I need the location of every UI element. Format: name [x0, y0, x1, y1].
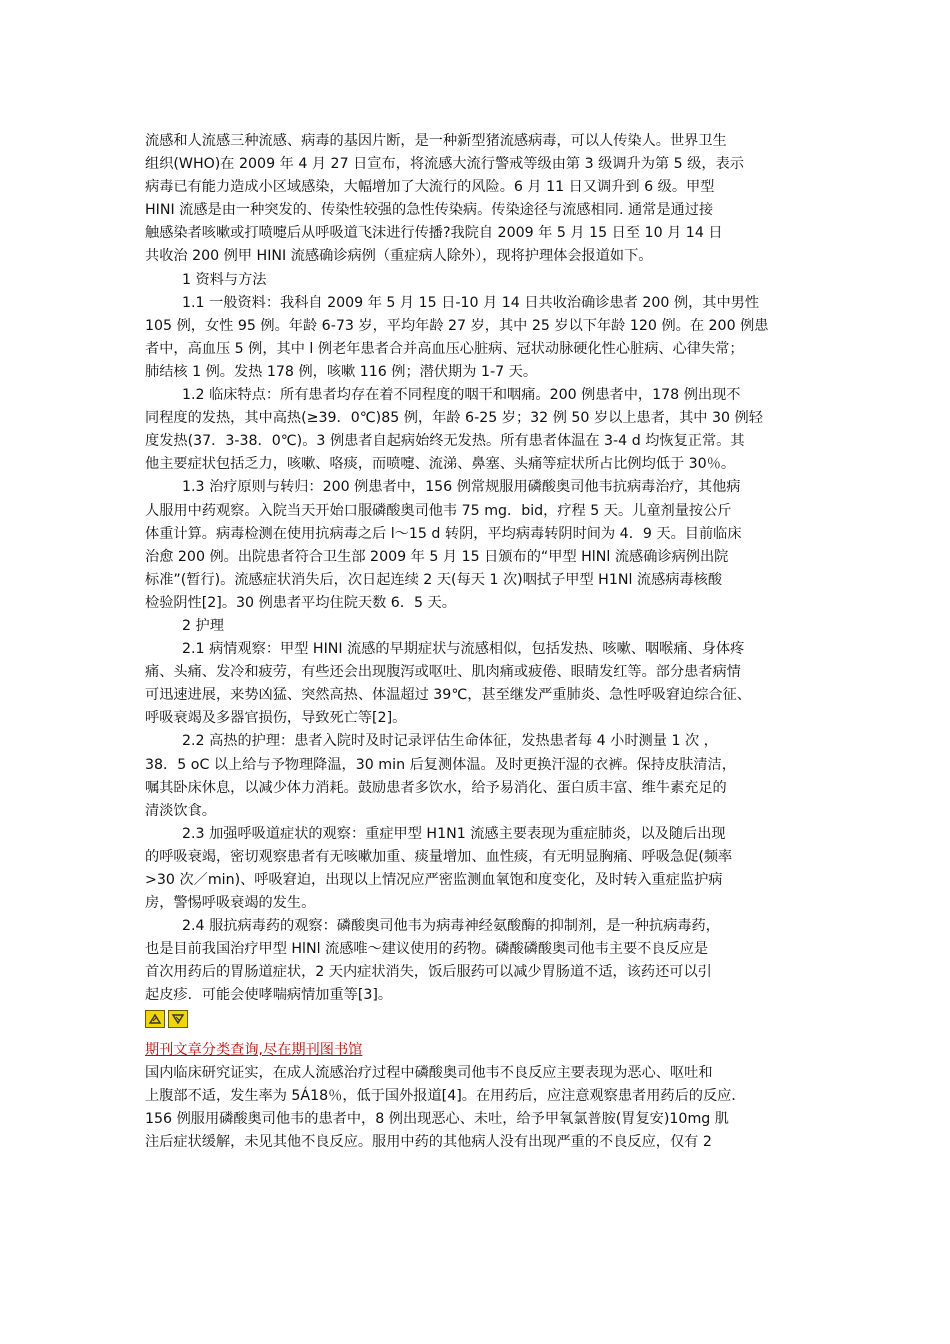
- text-line: 1 资料与方法: [182, 271, 267, 288]
- text-line: 人服用中药观察。入院当天开始口服磷酸奥司他韦 75 mg．bid，疗程 5 天。儿童剂量按公斤: [145, 502, 732, 519]
- text-line: 105 例，女性 95 例。年龄 6-73 岁，平均年龄 27 岁，其中 25 岁以下年龄 120 例。在 200 例患: [145, 317, 769, 334]
- text-line: 嘱其卧床休息，以减少体力消耗。鼓励患者多饮水，给予易消化、蛋白质丰富、维牛素充足的: [145, 779, 727, 796]
- text-line: 病毒已有能力造成小区域感染，大幅增加了大流行的风险。6 月 11 日又调升到 6 级。甲型: [145, 179, 715, 196]
- text-line: 治愈 200 例。出院患者符合卫生部 2009 年 5 月 15 日颁布的“甲型 HlNl 流感确诊病例出院: [145, 548, 729, 565]
- text-line: 起皮疹．可能会使哮喘病情加重等[3]。: [145, 987, 393, 1004]
- journal-link[interactable]: 期刊文章分类查询,尽在期刊图书馆: [145, 1041, 363, 1058]
- text-line: 首次用药后的胃肠道症状，2 天内症状消失，饭后服药可以减少胃肠道不适，该药还可以引: [145, 964, 712, 981]
- text-line: 呼吸衰竭及多器官损伤，导致死亡等[2]。: [145, 710, 407, 727]
- text-line: 标准”(暂行)。流感症状消失后，次日起连续 2 天(每天 1 次)咽拭子甲型 H1Nl 流感病毒核酸: [145, 571, 723, 588]
- article-body-top: [145, 130, 813, 1008]
- text-line: 触感染者咳嗽或打喷嚏后从呼吸道飞沫进行传播?我院自 2009 年 5 月 15 日至 10 月 14 日: [145, 225, 723, 242]
- text-line: 度发热(37．3-38．0℃)。3 例患者自起病始终无发热。所有患者体温在 3-4 d 均恢复正常。其: [145, 433, 745, 450]
- text-line: 1.1 一般资料：我科自 2009 年 5 月 15 日-10 月 14 日共收治确诊患者 200 例，其中男性: [182, 294, 760, 311]
- text-line: 2.2 高热的护理：患者入院时及时记录评估生命体征，发热患者每 4 小时测量 1 次 ，: [182, 733, 718, 750]
- text-line: 国内临床研究证实，在成人流感治疗过程中磷酸奥司他韦不良反应主要表现为恶心、呕吐和: [145, 1064, 713, 1081]
- text-line: 体重计算。病毒检测在使用抗病毒之后 l～15 d 转阴，平均病毒转阴时间为 4．9 天。目前临床: [145, 525, 742, 542]
- text-line: 他主要症状包括乏力，咳嗽、咯痰，而喷嚏、流涕、鼻塞、头痛等症状所占比例均低于 30％。: [145, 456, 736, 473]
- text-line: 同程度的发热，其中高热(≥39．0℃)85 例，年龄 6-25 岁；32 例 50 岁以上患者，其中 30 例轻: [145, 410, 763, 427]
- text-line: HINI 流感是由一种突发的、传染性较强的急性传染病。传染途径与流感相同. 通常是通过接: [145, 202, 714, 219]
- text-line: 1.2 临床特点：所有患者均存在着不同程度的咽干和咽痛。200 例患者中，178 例出现不: [182, 387, 741, 404]
- next-page-icon[interactable]: [168, 1010, 188, 1028]
- text-line: 组织(WHO)在 2009 年 4 月 27 日宣布，将流感大流行警戒等级由第 3 级调升为第 5 级，表示: [145, 156, 744, 173]
- text-line: 痛、头痛、发冷和疲劳，有些还会出现腹泻或呕吐、肌肉痛或疲倦、眼睛发红等。部分患者病情: [145, 664, 741, 681]
- document-page: [145, 130, 813, 1154]
- prev-page-icon[interactable]: [145, 1010, 165, 1028]
- text-line: 上腹部不适，发生率为 5Á18％，低于国外报道[4]。在用药后，应注意观察患者用药后的反应．: [145, 1087, 746, 1104]
- text-line: 注后症状缓解，未见其他不良反应。服用中药的其他病人没有出现严重的不良反应，仅有 2: [145, 1133, 712, 1150]
- text-line: 清淡饮食。: [145, 802, 216, 819]
- text-line: 2.1 病情观察：甲型 HINI 流感的早期症状与流感相似，包括发热、咳嗽、咽喉痛、身体疼: [182, 641, 745, 658]
- text-line: 的呼吸衰竭，密切观察患者有无咳嗽加重、痰量增加、血性痰，有无明显胸痛、呼吸急促(频率: [145, 848, 733, 865]
- text-line: 共收治 200 例甲 HINI 流感确诊病例（重症病人除外），现将护理体会报道如下。: [145, 248, 653, 265]
- text-line: 2.4 服抗病毒药的观察：磷酸奥司他韦为病毒神经氨酸酶的抑制剂，是一种抗病毒药，: [182, 918, 720, 935]
- article-body-bottom: [145, 1062, 813, 1154]
- text-line: 可迅速进展，来势凶猛、突然高热、体温超过 39℃，甚至继发严重肺炎、急性呼吸窘迫综合征、: [145, 687, 751, 704]
- text-line: 1.3 治疗原则与转归：200 例患者中，156 例常规服用磷酸奥司他韦抗病毒治疗，其他病: [182, 479, 741, 496]
- page-nav-icons: [145, 1010, 813, 1030]
- text-line: >30 次／min)、呼吸窘迫，出现以上情况应严密监测血氧饱和度变化，及时转入重症监护病: [145, 872, 723, 888]
- text-line: 房，警惕呼吸衰竭的发生。: [145, 895, 316, 912]
- text-line: 2 护理: [182, 617, 224, 634]
- text-line: 2.3 加强呼吸道症状的观察：重症甲型 H1N1 流感主要表现为重症肺炎，以及随后出现: [182, 825, 726, 842]
- text-line: 肺结核 1 例。发热 178 例，咳嗽 116 例；潜伏期为 1-7 天。: [145, 363, 538, 380]
- text-line: 也是目前我国治疗甲型 HlNl 流感唯～建议使用的药物。磷酸磷酸奥司他韦主要不良反应是: [145, 941, 709, 958]
- text-line: 156 例服用磷酸奥司他韦的患者中，8 例出现恶心、未吐，给予甲氧氯普胺(胃复安)10mg 肌: [145, 1110, 729, 1127]
- text-line: 者中，高血压 5 例，其中 l 例老年患者合并高血压心脏病、冠状动脉硬化性心脏病、心律失常；: [145, 340, 744, 357]
- text-line: 检验阴性[2]。30 例患者平均住院天数 6．5 天。: [145, 594, 456, 611]
- text-line: 流感和人流感三种流感、病毒的基因片断，是一种新型猪流感病毒，可以人传染人。世界卫生: [145, 133, 727, 149]
- text-line: 38．5 oC 以上给与予物理降温，30 min 后复测体温。及时更换汗湿的衣裤。保持皮肤清洁，: [145, 756, 736, 773]
